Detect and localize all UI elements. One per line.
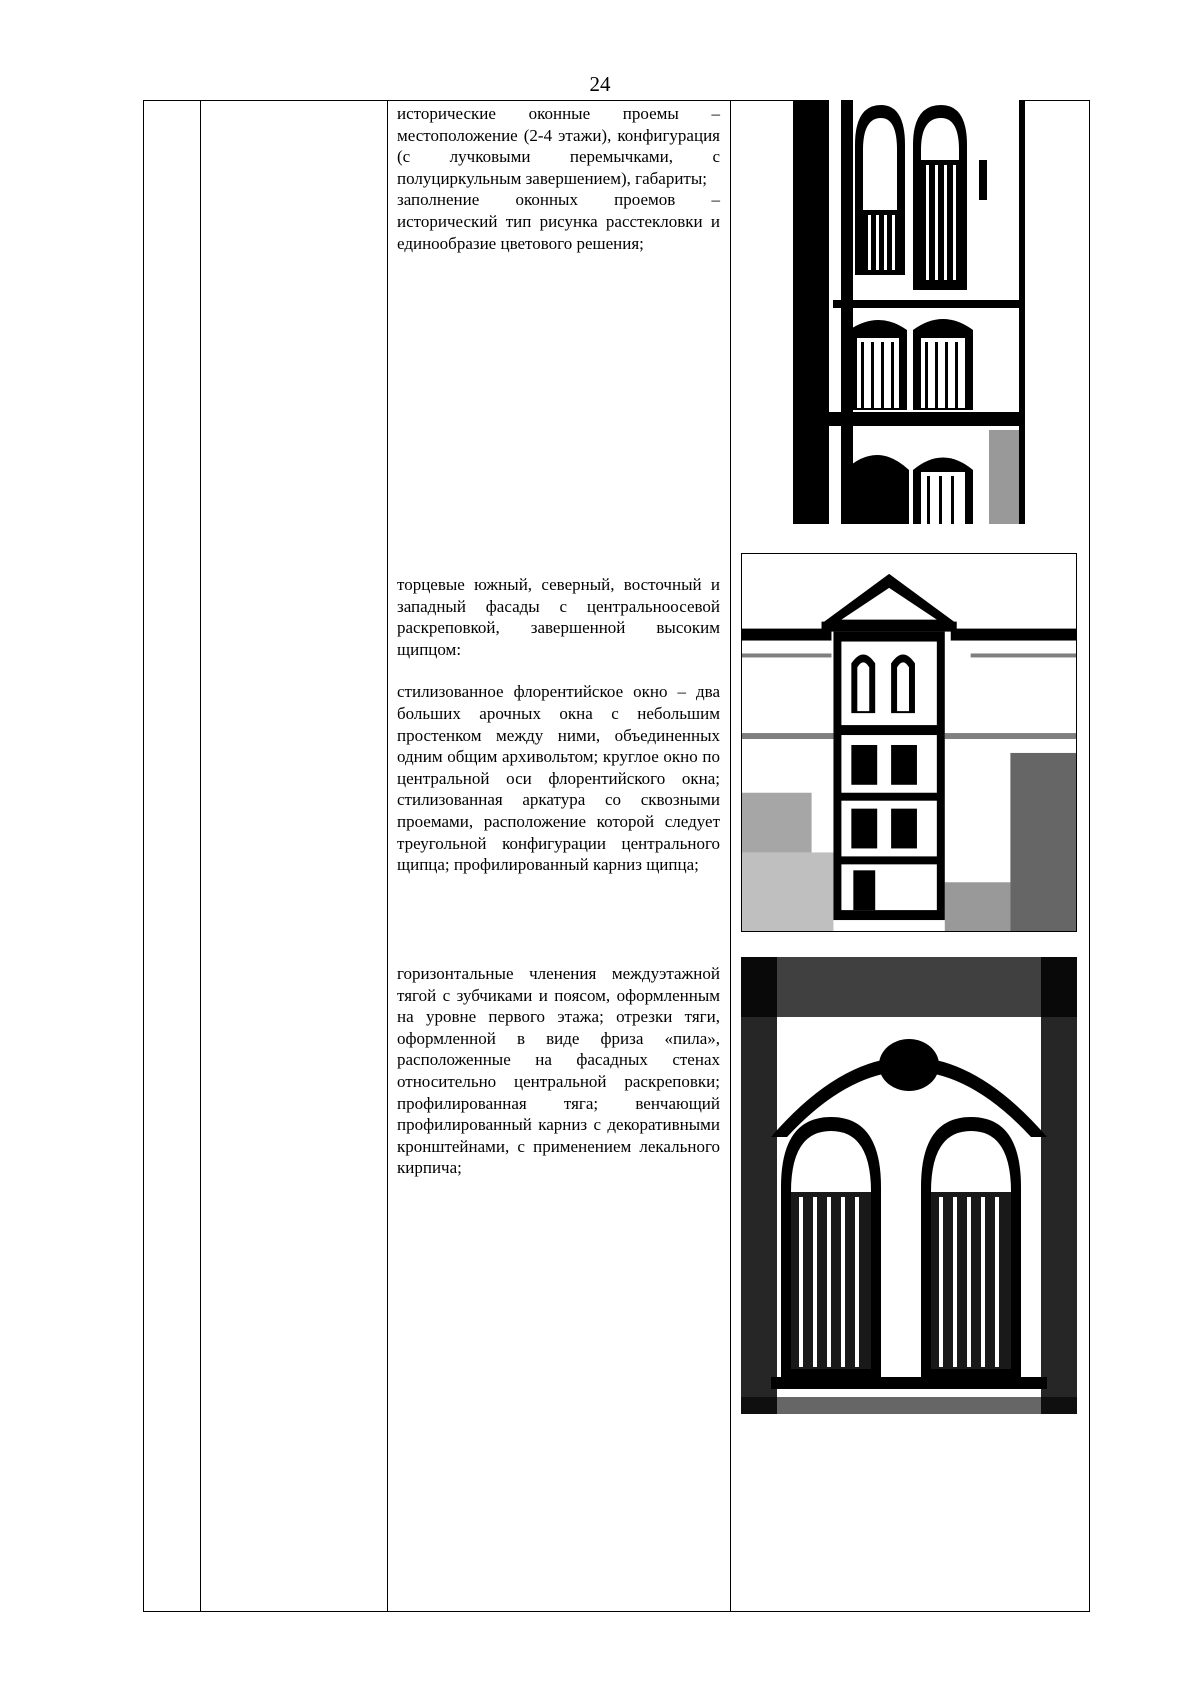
page-number: 24	[589, 72, 611, 96]
table-bottom-border	[143, 1611, 1090, 1612]
section-2-paragraph-1: торцевые южный, северный, восточный и западный фасады с центральноосевой раскреповкой, завершенной высоким щипцом:	[397, 575, 720, 659]
building-photo-icon	[793, 100, 1025, 524]
section-2-paragraph-2: стилизованное флорентийское окно – два больших арочных окна с небольшим простенком между ними, объединенных одним общим архивольтом; круглое окно по центральной оси флорентийского окна; стилизованная аркатура со сквозными проемами, расположение которой следует треугольной конфигурации центрального щипца; профилированный карниз щипца;	[397, 682, 720, 875]
building-photo-icon	[741, 957, 1077, 1414]
section-3-paragraph-1: горизонтальные членения междуэтажной тягой с зубчиками и поясом, оформленным на уровне первого этажа; отрезки тяги, оформленной в виде фриза «пила», расположенные на фасадных стенах относительно центральной раскреповки; профилированная тяга; венчающий профилированный карниз с декоративными кронштейнами, с применением лекального кирпича;	[397, 964, 720, 1178]
section-3-text	[397, 963, 720, 1179]
building-photo-icon	[741, 553, 1077, 932]
table-col-border-4	[730, 100, 731, 1612]
section-1-paragraph-1: исторические оконные проемы – местоположение (2-4 этажи), конфигурация (с лучковыми перемычками, с полуциркульным завершением), габариты;	[397, 104, 720, 188]
section-2-text	[397, 574, 720, 876]
table-col-border-5	[1089, 100, 1090, 1612]
section-1-paragraph-2: заполнение оконных проемов – исторический тип рисунка расстекловки и единообразие цветового решения;	[397, 190, 720, 253]
section-1-text	[397, 103, 720, 254]
table-col-border-1	[143, 100, 144, 1612]
table-col-border-3	[387, 100, 388, 1612]
table-col-border-2	[200, 100, 201, 1612]
